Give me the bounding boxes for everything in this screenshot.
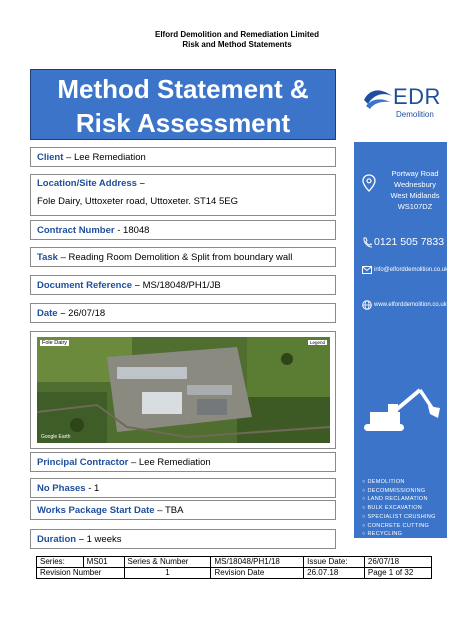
date-label: Date — [37, 308, 58, 319]
map-place-tag: Fole Dairy — [42, 340, 68, 346]
table-row — [37, 557, 432, 568]
revision-date-label: Revision Date — [211, 568, 304, 579]
service-item: ○ DEMOLITION — [362, 479, 405, 485]
contract-value: 18048 — [123, 225, 150, 236]
service-item: ○ LAND RECLAMATION — [362, 496, 428, 503]
edr-swoosh-icon — [362, 82, 394, 112]
contract-label: Contract Number — [37, 225, 115, 236]
start-date-value: TBA — [164, 505, 184, 516]
page-indicator: Page 1 of 32 — [364, 568, 431, 579]
issue-date-label: Issue Date: — [304, 557, 365, 568]
title-line-1: Method Statement & — [57, 74, 309, 104]
sidebar-address-line-1: Portway Road — [391, 169, 439, 178]
excavator-icon — [358, 384, 444, 436]
sidebar-phone: 0121 505 7833 — [374, 236, 445, 248]
email-icon — [362, 266, 372, 274]
edr-logo-subtext: Demolition — [396, 110, 434, 119]
task-field: Task – Reading Room Demolition & Split from boundary wall — [30, 247, 336, 267]
client-field: Client – Lee Remediation — [30, 147, 336, 167]
sidebar-address-line-2: Wednesbury — [394, 180, 436, 189]
revision-number-label: Revision Number — [37, 568, 125, 579]
principal-contractor-label: Principal Contractor — [37, 457, 129, 468]
table-row — [37, 568, 432, 579]
location-label: Location/Site Address — [37, 178, 137, 189]
title-line-2: Risk Assessment — [75, 108, 291, 138]
principal-contractor-value: Lee Remediation — [138, 457, 211, 468]
sidebar-website: www.elforddemolition.co.uk — [374, 302, 447, 308]
series-number-value: MS/18048/PH1/18 — [211, 557, 304, 568]
series-number-label: Series & Number — [124, 557, 211, 568]
task-label: Task — [37, 252, 58, 263]
client-label: Client — [37, 152, 64, 163]
document-reference-field: Document Reference – MS/18048/PH1/JB — [30, 275, 336, 295]
document-title — [30, 69, 336, 140]
sidebar-email: info@elforddemolition.co.uk — [374, 267, 449, 273]
service-item: ○ CONCRETE CUTTING — [362, 522, 430, 529]
principal-contractor-field: Principal Contractor – Lee Remediation — [30, 452, 336, 472]
web-icon — [362, 300, 372, 310]
duration-label: Duration — [37, 534, 77, 545]
date-field: Date – 26/07/18 — [30, 303, 336, 323]
service-item: ○ SPECIALIST CRUSHING — [362, 513, 436, 520]
sidebar-address-line-3: West Midlands — [390, 191, 440, 200]
phases-label: No Phases — [37, 483, 86, 494]
client-value: Lee Remediation — [73, 152, 146, 163]
location-field: Location/Site Address – Fole Dairy, Uttoxeter road, Uttoxeter. ST14 5EG — [30, 174, 336, 216]
issue-date-value: 26/07/18 — [364, 557, 431, 568]
document-reference-label: Document Reference — [37, 280, 133, 291]
series-value: MS01 — [83, 557, 124, 568]
aerial-image-graphic — [37, 337, 330, 443]
task-value: Reading Room Demolition & Split from boundary wall — [68, 252, 293, 263]
phases-field: No Phases - 1 — [30, 478, 336, 498]
phone-icon — [362, 237, 372, 249]
location-value: Fole Dairy, Uttoxeter road, Uttoxeter. ST14 5EG — [37, 196, 238, 207]
document-reference-value: MS/18048/PH1/JB — [142, 280, 221, 291]
google-earth-watermark: Google Earth — [41, 434, 71, 440]
duration-value: 1 weeks — [86, 534, 122, 545]
revision-date-value: 26.07.18 — [304, 568, 365, 579]
service-item: ○ RECYCLING — [362, 531, 403, 538]
site-map-frame — [30, 331, 336, 449]
revision-number-value: 1 — [124, 568, 211, 579]
revision-table — [36, 556, 432, 579]
duration-field: Duration – 1 weeks — [30, 529, 336, 549]
date-value: 26/07/18 — [68, 308, 106, 319]
company-header: Elford Demolition and Remediation Limited — [154, 30, 319, 39]
contract-field: Contract Number - 18048 — [30, 220, 336, 240]
service-item: ○ DECOMMISSIONING — [362, 487, 426, 494]
start-date-field: Works Package Start Date – TBA — [30, 500, 336, 520]
location-pin-icon — [362, 174, 376, 192]
sidebar-address-line-4: WS107DZ — [397, 202, 433, 211]
map-legend-tag: Legend — [309, 340, 325, 345]
document-subtitle: Risk and Method Statements — [182, 40, 292, 49]
phases-value: 1 — [94, 483, 100, 494]
start-date-label: Works Package Start Date — [37, 505, 155, 516]
service-item: ○ BULK EXCAVATION — [362, 505, 423, 512]
edr-logo-text: EDR — [393, 84, 441, 109]
site-aerial-image — [37, 337, 330, 443]
series-label: Series: — [37, 557, 84, 568]
